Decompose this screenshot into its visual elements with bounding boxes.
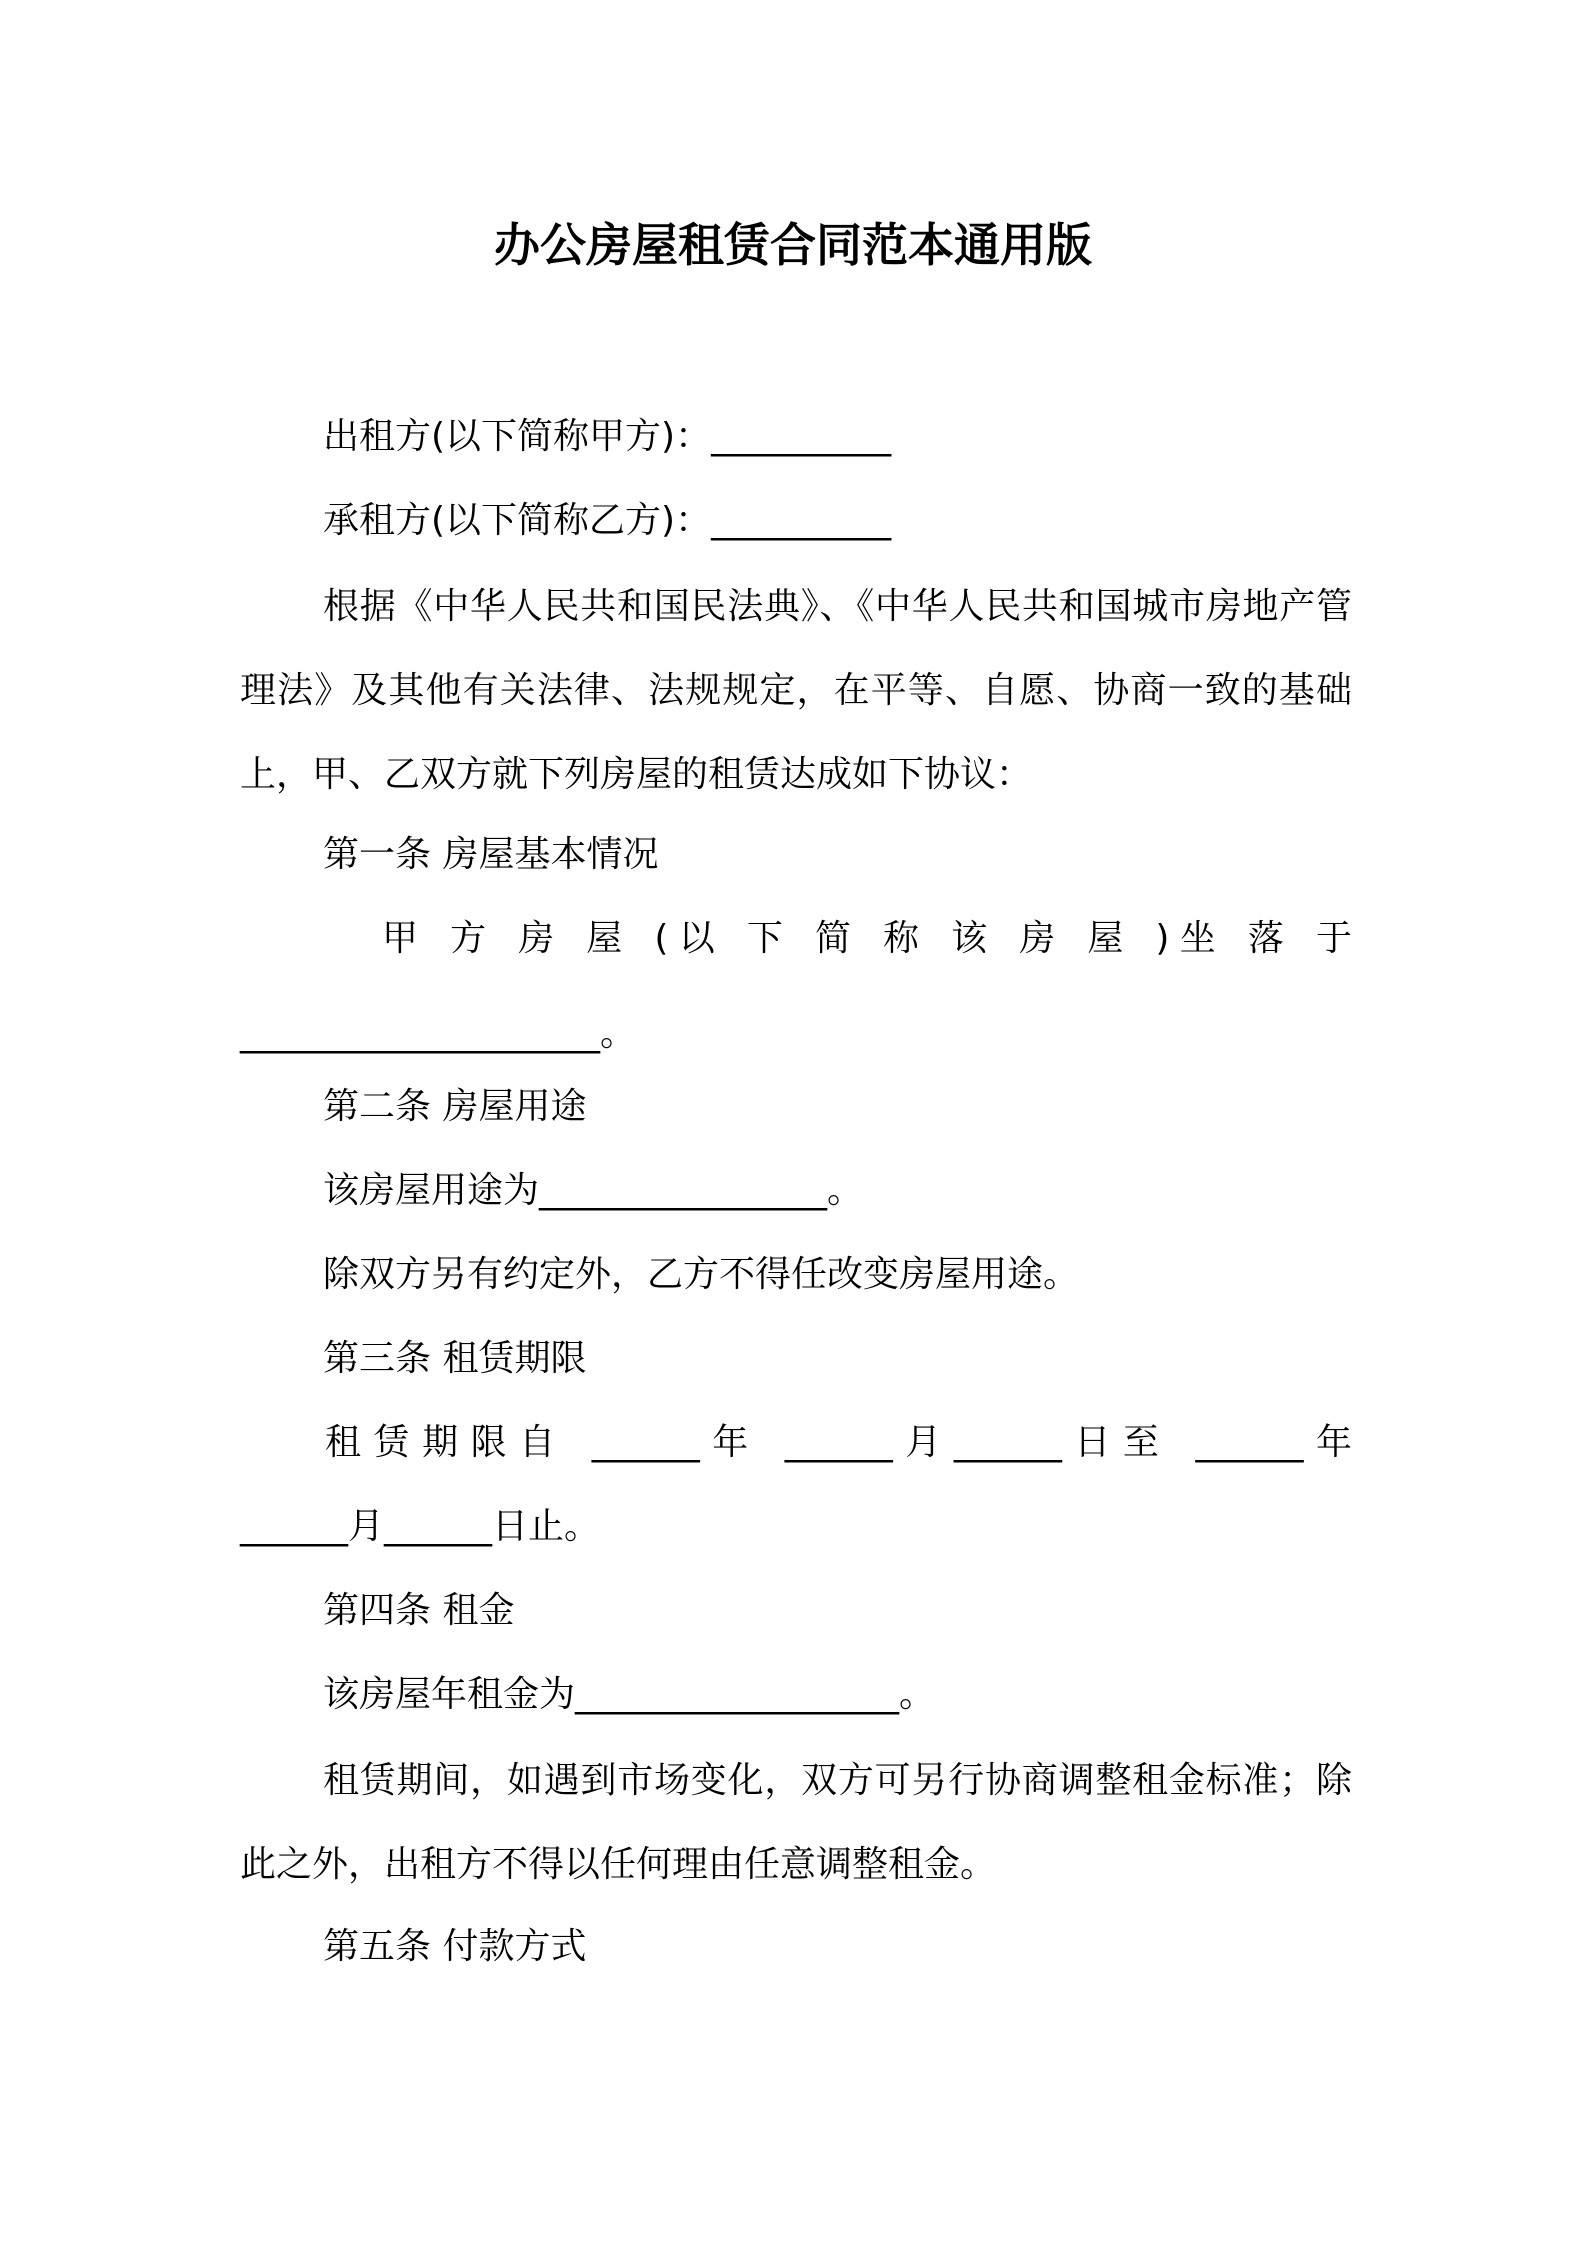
article-3-heading: 第三条 租赁期限	[323, 1338, 587, 1379]
article-4-heading: 第四条 租金	[323, 1590, 515, 1631]
article-1-location-label: 甲 方 房 屋 (以 下 简 称 该 房 屋 )坐 落 于	[382, 918, 1352, 959]
article-1-location-blank: ____________________。	[240, 1013, 636, 1054]
article-3-term-line-1: 租赁期限自 ______年 ______月______日至 ______年	[325, 1422, 1352, 1463]
article-4-adjustment: 租赁期间，如遇到市场变化，双方可另行协商调整租金标准；除此之外，出租方不得以任何理由任意调整租金。	[240, 1760, 1352, 1885]
article-2-use: 该房屋用途为________________。	[323, 1170, 864, 1211]
article-2-heading: 第二条 房屋用途	[323, 1086, 587, 1127]
preamble-paragraph: 根据《中华人民共和国民法典》、《中华人民共和国城市房地产管理法》及其他有关法律、法规规定，在平等、自愿、协商一致的基础上，甲、乙双方就下列房屋的租赁达成如下协议：	[240, 586, 1352, 795]
article-5-heading: 第五条 付款方式	[323, 1926, 587, 1967]
document-title: 办公房屋租赁合同范本通用版	[494, 218, 1092, 272]
article-2-restriction: 除双方另有约定外，乙方不得任改变房屋用途。	[323, 1254, 1080, 1295]
article-1-heading: 第一条 房屋基本情况	[323, 834, 659, 875]
lessor-line: 出租方(以下简称甲方)：__________	[323, 416, 892, 457]
article-3-term-line-2: ______月______日止。	[240, 1506, 601, 1547]
lessee-line: 承租方(以下简称乙方)：__________	[323, 500, 892, 541]
article-4-annual-rent: 该房屋年租金为__________________。	[323, 1674, 936, 1715]
